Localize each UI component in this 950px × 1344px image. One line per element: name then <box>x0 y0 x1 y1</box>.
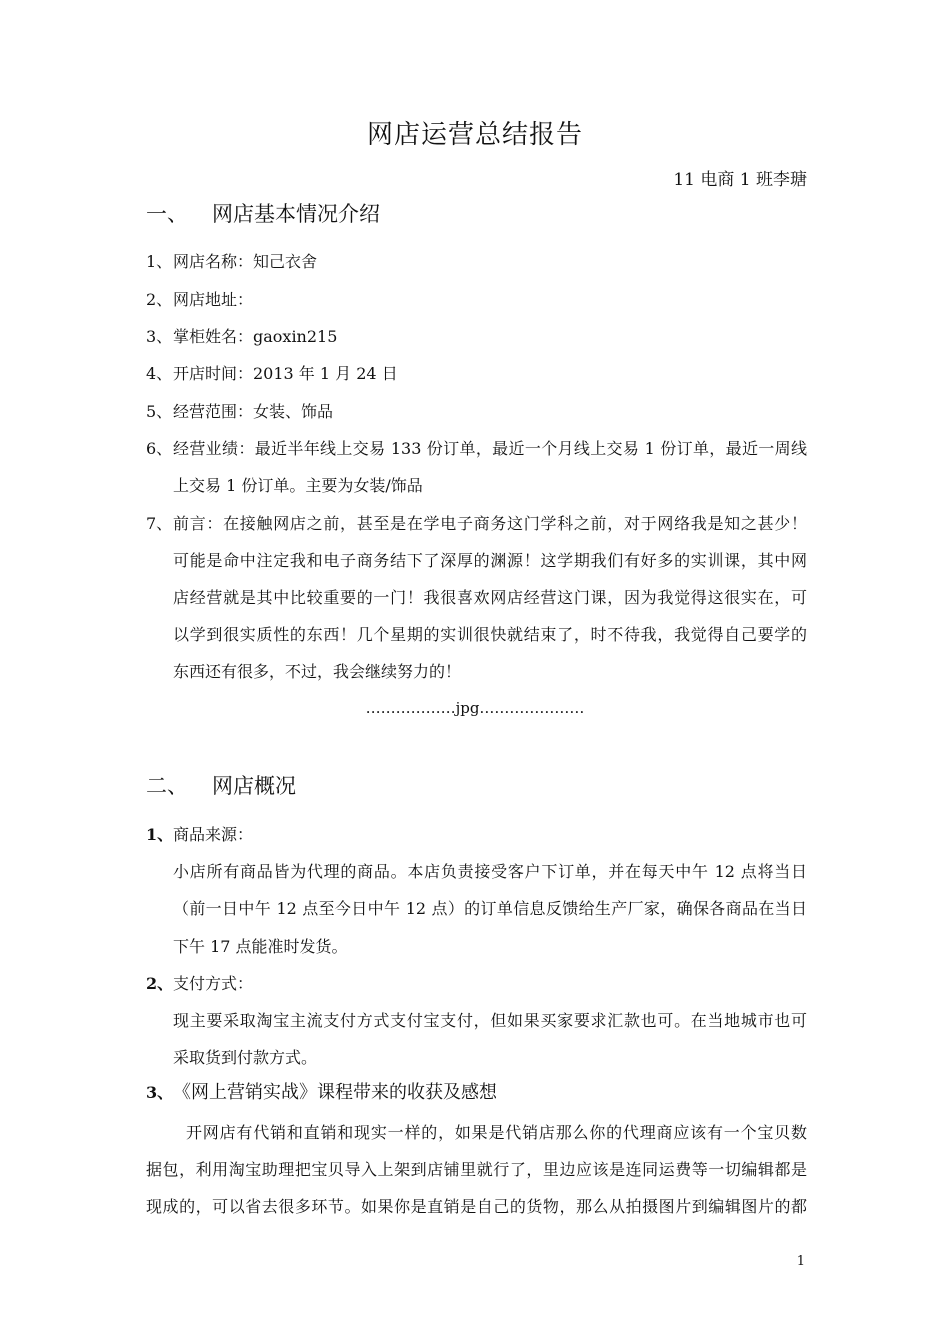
section2-title: 网店概况 <box>212 774 296 798</box>
section1-title: 网店基本情况介绍 <box>212 202 380 226</box>
paragraph-line: 可能是命中注定我和电子商务结下了深厚的渊源！这学期我们有好多的实训课，其中网 <box>173 551 807 570</box>
paragraph-line: 现主要采取淘宝主流支付方式支付宝支付，但如果买家要求汇款也可。在当地城市也可 <box>173 1011 807 1030</box>
section2-number: 二、 <box>146 774 188 798</box>
paragraph-line: 采取货到付款方式。 <box>173 1048 318 1067</box>
list-item: 4、开店时间：2013 年 1 月 24 日 <box>146 364 398 383</box>
list-item: 1、网店名称：知己衣舍 <box>146 252 318 271</box>
paragraph-line: 经营业绩：最近半年线上交易 133 份订单，最近一个月线上交易 1 份订单，最近一周线 <box>173 439 807 458</box>
page-number: 1 <box>796 1254 805 1269</box>
author-line: 11 电商 1 班李瑭 <box>673 170 807 190</box>
list-item-number: 7、 <box>146 514 173 533</box>
paragraph-line: （前一日中午 12 点至今日中午 12 点）的订单信息反馈给生产厂家，确保各商品在当日 <box>173 899 807 918</box>
image-placeholder-text: ………………jpg………………… <box>365 699 585 717</box>
paragraph-line: 下午 17 点能准时发货。 <box>173 937 348 956</box>
paragraph-line: 以学到很实质性的东西！几个星期的实训很快就结束了，时不待我，我觉得自己要学的 <box>173 625 807 644</box>
section1-number: 一、 <box>146 202 188 226</box>
subsection-heading: 1、商品来源： <box>146 825 254 844</box>
section2-heading <box>146 770 296 800</box>
paragraph-line: 店经营就是其中比较重要的一门！我很喜欢网店经营这门课，因为我觉得这很实在，可 <box>173 588 807 607</box>
paragraph-line: 开网店有代销和直销和现实一样的，如果是代销店那么你的代理商应该有一个宝贝数 <box>186 1123 807 1142</box>
list-item: 3、掌柜姓名：gaoxin215 <box>146 327 338 346</box>
paragraph-line: 上交易 1 份订单。主要为女装/饰品 <box>173 476 423 495</box>
document-title: 网店运营总结报告 <box>366 120 583 150</box>
paragraph-line: 小店所有商品皆为代理的商品。本店负责接受客户下订单，并在每天中午 12 点将当日 <box>173 862 807 881</box>
list-item: 2、网店地址： <box>146 290 254 309</box>
list-item-number: 6、 <box>146 439 173 458</box>
subsection-heading: 3、《网上营销实战》课程带来的收获及感想 <box>146 1082 497 1103</box>
paragraph-line: 据包，利用淘宝助理把宝贝导入上架到店铺里就行了，里边应该是连同运费等一切编辑都是 <box>146 1160 807 1179</box>
paragraph-line: 前言：在接触网店之前，甚至是在学电子商务这门学科之前，对于网络我是知之甚少！ <box>173 514 807 533</box>
section1-heading <box>146 198 380 228</box>
subsection-heading: 2、支付方式： <box>146 974 254 993</box>
list-item: 5、经营范围：女装、饰品 <box>146 402 334 421</box>
paragraph-line: 东西还有很多，不过，我会继续努力的！ <box>173 662 462 681</box>
paragraph-line: 现成的，可以省去很多环节。如果你是直销是自己的货物，那么从拍摄图片到编辑图片的都 <box>146 1197 807 1216</box>
